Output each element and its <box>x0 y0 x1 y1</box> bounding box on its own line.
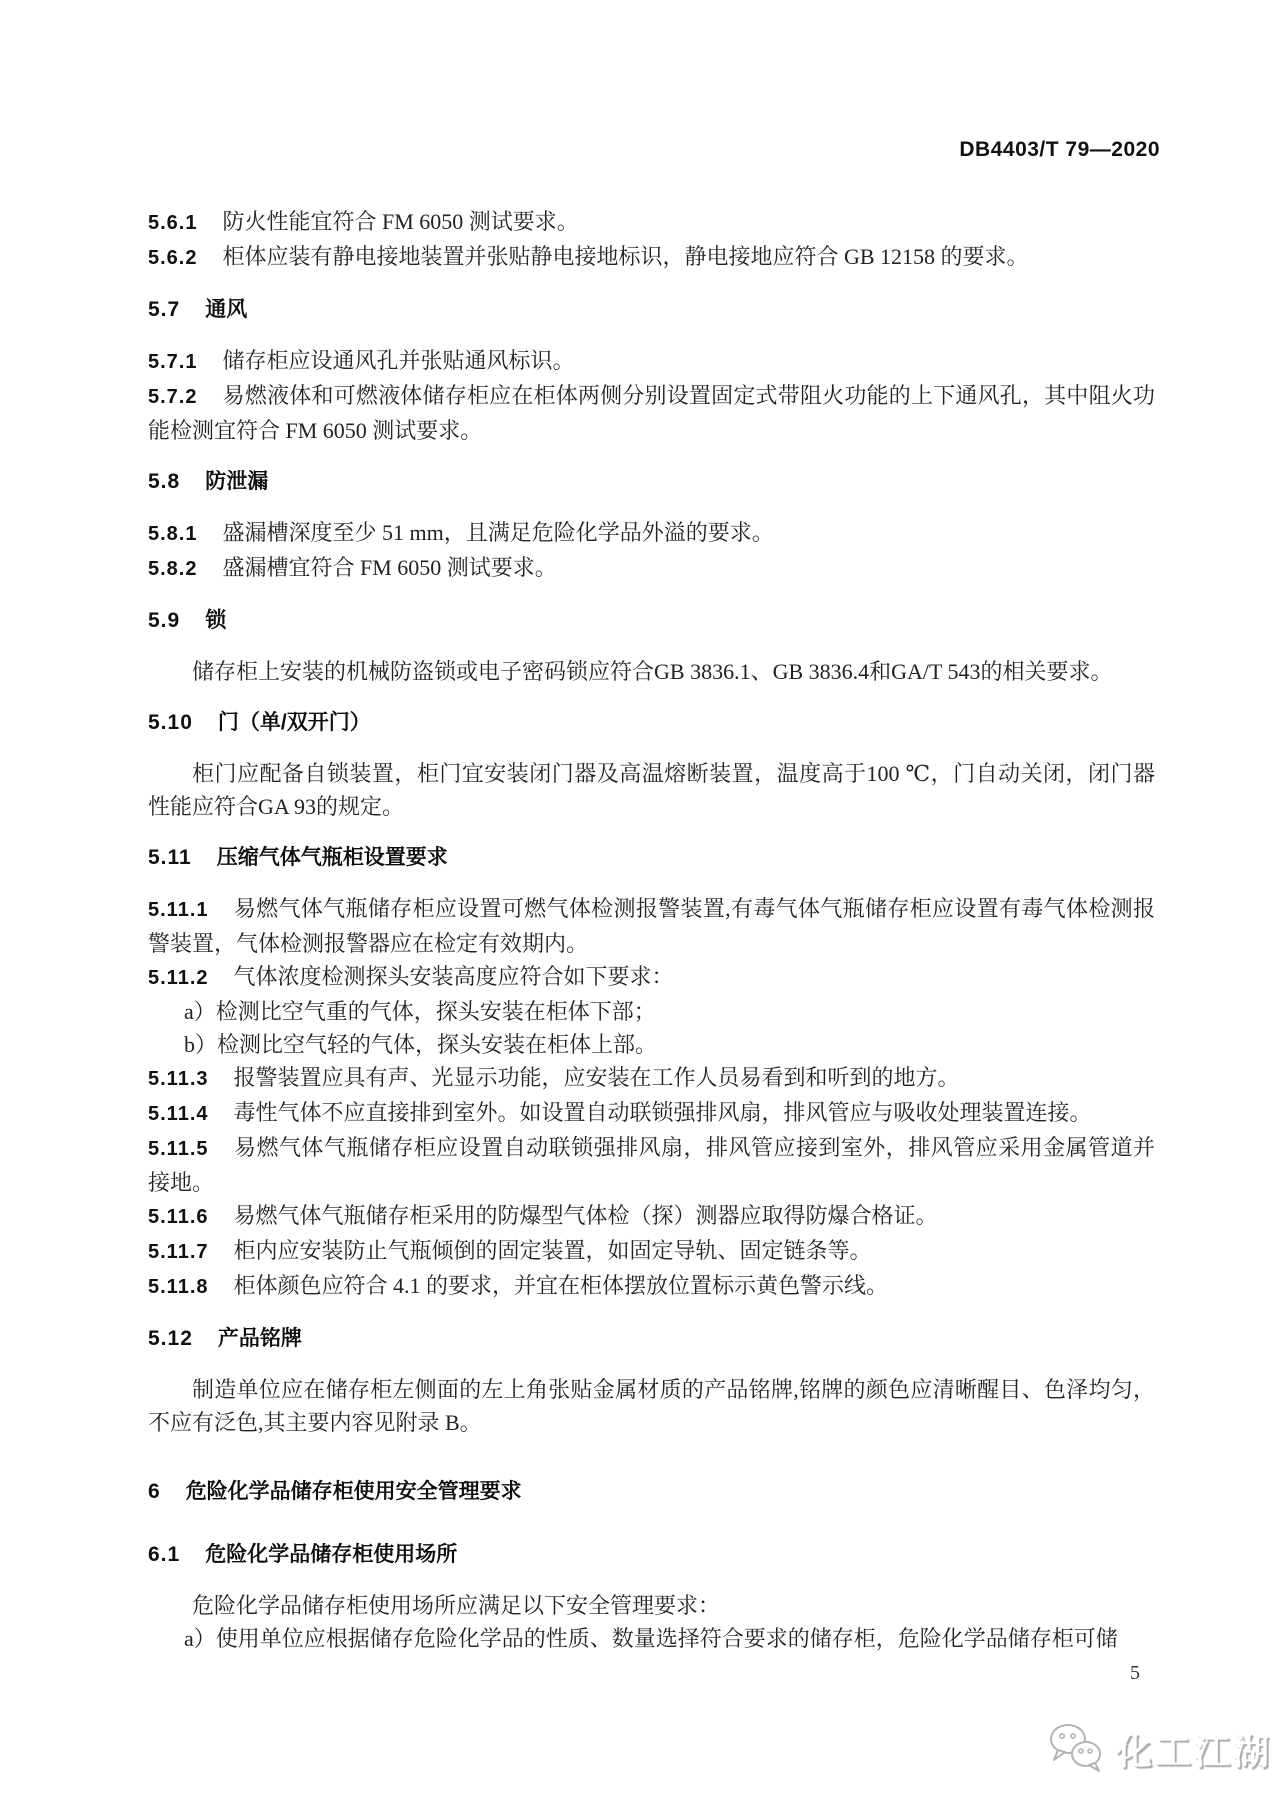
body-paragraph: 制造单位应在储存柜左侧面的左上角张贴金属材质的产品铭牌,铭牌的颜色应清晰醒目、色泽均匀，不应有泛色,其主要内容见附录 B。 <box>148 1377 1155 1435</box>
clause-number: 5.11.8 <box>148 1276 209 1298</box>
clause-number: 5.7.2 <box>148 386 198 408</box>
section-heading <box>148 1475 1155 1508</box>
body-paragraph: 危险化学品储存柜使用场所应满足以下安全管理要求： <box>192 1593 721 1618</box>
heading-text: 压缩气体气瓶柜设置要求 <box>216 846 448 869</box>
clause-number: 5.12 <box>148 1327 193 1350</box>
clause-text: 储存柜应设通风孔并张贴通风标识。 <box>222 348 575 373</box>
heading-text: 通风 <box>205 298 248 321</box>
clause-number: 5.11.7 <box>148 1241 209 1263</box>
clause-number: 5.8.2 <box>148 558 198 580</box>
clause-item <box>148 1061 1155 1096</box>
clause-number: 5.11.4 <box>148 1103 209 1125</box>
clause-number: 5.11 <box>148 846 192 869</box>
clause-text: 盛漏槽深度至少 51 mm，且满足危险化学品外溢的要求。 <box>222 520 774 545</box>
heading-text: 防泄漏 <box>205 470 269 493</box>
clause-number: 5.11.1 <box>148 899 209 921</box>
heading-text: 锁 <box>205 609 227 632</box>
clause-number: 5.11.5 <box>148 1138 209 1160</box>
clause-text: 气体浓度检测探头安装高度应符合如下要求： <box>233 964 674 989</box>
clause-item <box>148 960 1155 995</box>
clause-text: 柜内应安装防止气瓶倾倒的固定装置，如固定导轨、固定链条等。 <box>233 1238 872 1263</box>
clause-number: 5.11.2 <box>148 967 209 989</box>
clause-item <box>148 205 1155 240</box>
clause-item <box>148 344 1155 379</box>
page-number: 5 <box>1130 1662 1140 1684</box>
clause-number: 5.9 <box>148 609 181 632</box>
list-item: b）检测比空气轻的气体，探头安装在柜体上部。 <box>184 1032 658 1057</box>
section-heading <box>148 1538 1155 1571</box>
clause-number: 5.7 <box>148 298 181 321</box>
heading-text: 门（单/双开门） <box>217 711 371 734</box>
wechat-icon <box>1046 1722 1108 1781</box>
clause-number: 6.1 <box>148 1543 181 1566</box>
section-heading <box>148 465 1155 498</box>
heading-text: 产品铭牌 <box>217 1327 302 1350</box>
clause-number: 5.11.3 <box>148 1068 209 1090</box>
clause-text: 柜体应装有静电接地装置并张贴静电接地标识，静电接地应符合 GB 12158 的要求。 <box>222 244 1029 269</box>
clause-item <box>148 551 1155 586</box>
watermark-text: 化工江湖 <box>1116 1730 1273 1772</box>
clause-number: 5.8 <box>148 470 181 493</box>
clause-item <box>148 240 1155 275</box>
clause-text: 易燃气体气瓶储存柜采用的防爆型气体检（探）测器应取得防爆合格证。 <box>233 1203 938 1228</box>
clause-text: 报警装置应具有声、光显示功能，应安装在工作人员易看到和听到的地方。 <box>233 1065 960 1090</box>
clause-text: 易燃气体气瓶储存柜应设置自动联锁强排风扇，排风管应接到室外，排风管应采用金属管道并接地。 <box>148 1135 1155 1195</box>
body-paragraph: 储存柜上安装的机械防盗锁或电子密码锁应符合GB 3836.1、GB 3836.4和GA/T 543的相关要求。 <box>192 659 1113 684</box>
section-heading <box>148 841 1155 874</box>
clause-number: 5.7.1 <box>148 351 198 373</box>
clause-item <box>148 379 1155 447</box>
watermark <box>1046 1722 1272 1781</box>
clause-number: 5.10 <box>148 711 193 734</box>
list-item: a）检测比空气重的气体，探头安装在柜体下部； <box>184 999 656 1024</box>
clause-item <box>148 1269 1155 1304</box>
clause-number: 5.6.2 <box>148 247 198 269</box>
section-heading <box>148 604 1155 637</box>
clause-text: 毒性气体不应直接排到室外。如设置自动联锁强排风扇，排风管应与吸收处理装置连接。 <box>233 1100 1092 1125</box>
clause-item <box>148 892 1155 960</box>
section-heading <box>148 706 1155 739</box>
list-item: a）使用单位应根据储存危险化学品的性质、数量选择符合要求的储存柜，危险化学品储存柜可储 <box>184 1626 1118 1651</box>
clause-number: 5.11.6 <box>148 1206 209 1228</box>
clause-text: 易燃气体气瓶储存柜应设置可燃气体检测报警装置,有毒气体气瓶储存柜应设置有毒气体检测报警装置，气体检测报警器应在检定有效期内。 <box>148 896 1155 956</box>
document-body <box>148 205 1155 1655</box>
clause-text: 柜体颜色应符合 4.1 的要求，并宜在柜体摆放位置标示黄色警示线。 <box>233 1273 889 1298</box>
section-heading <box>148 293 1155 326</box>
clause-item <box>148 1096 1155 1131</box>
clause-text: 防火性能宜符合 FM 6050 测试要求。 <box>222 209 579 234</box>
clause-number: 5.6.1 <box>148 212 198 234</box>
clause-number: 6 <box>148 1480 161 1503</box>
section-heading <box>148 1322 1155 1355</box>
body-paragraph: 柜门应配备自锁装置，柜门宜安装闭门器及高温熔断装置，温度高于100 ℃，门自动关闭，闭门器性能应符合GA 93的规定。 <box>148 761 1155 819</box>
clause-item <box>148 1131 1155 1199</box>
clause-number: 5.8.1 <box>148 523 198 545</box>
clause-item <box>148 516 1155 551</box>
heading-text: 危险化学品储存柜使用场所 <box>205 1543 458 1566</box>
standard-number-header: DB4403/T 79—2020 <box>959 138 1160 161</box>
clause-item <box>148 1234 1155 1269</box>
clause-text: 盛漏槽宜符合 FM 6050 测试要求。 <box>222 555 557 580</box>
heading-text: 危险化学品储存柜使用安全管理要求 <box>185 1480 522 1503</box>
clause-item <box>148 1199 1155 1234</box>
clause-text: 易燃液体和可燃液体储存柜应在柜体两侧分别设置固定式带阻火功能的上下通风孔，其中阻火功能检测宜符合 FM 6050 测试要求。 <box>148 383 1155 443</box>
